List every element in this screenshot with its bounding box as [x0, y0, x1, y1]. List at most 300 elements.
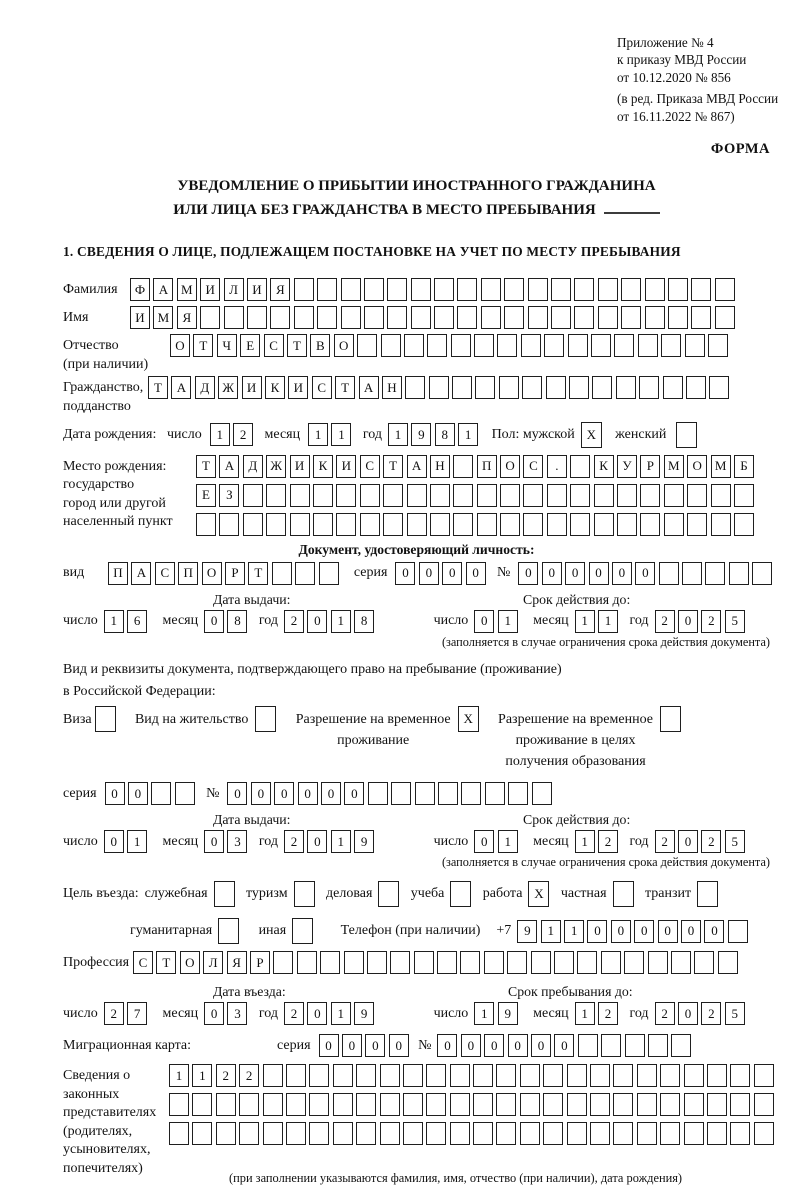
- char-cell[interactable]: [317, 278, 337, 301]
- char-cell[interactable]: [175, 782, 195, 805]
- identity-issue-day[interactable]: [104, 610, 151, 633]
- char-cell[interactable]: [360, 513, 380, 536]
- char-cell[interactable]: [414, 951, 434, 974]
- char-cell[interactable]: П: [178, 562, 198, 585]
- char-cell[interactable]: 1: [308, 423, 328, 446]
- char-cell[interactable]: 0: [634, 920, 654, 943]
- char-cell[interactable]: 0: [128, 782, 148, 805]
- char-cell[interactable]: 0: [365, 1034, 385, 1057]
- char-cell[interactable]: [378, 881, 399, 907]
- char-cell[interactable]: Ф: [130, 278, 150, 301]
- char-cell[interactable]: [664, 484, 684, 507]
- char-cell[interactable]: [430, 513, 450, 536]
- char-cell[interactable]: [216, 1122, 236, 1145]
- char-cell[interactable]: [255, 706, 276, 732]
- char-cell[interactable]: [671, 1034, 691, 1057]
- char-cell[interactable]: 0: [484, 1034, 504, 1057]
- char-cell[interactable]: [309, 1122, 329, 1145]
- residence-exp-month[interactable]: [575, 830, 622, 853]
- char-cell[interactable]: [450, 881, 471, 907]
- char-cell[interactable]: [426, 1064, 446, 1087]
- char-cell[interactable]: 1: [575, 830, 595, 853]
- char-cell[interactable]: [451, 334, 471, 357]
- char-cell[interactable]: 0: [681, 920, 701, 943]
- char-cell[interactable]: [497, 334, 517, 357]
- char-cell[interactable]: 0: [104, 830, 124, 853]
- char-cell[interactable]: П: [477, 455, 497, 478]
- char-cell[interactable]: [309, 1064, 329, 1087]
- char-cell[interactable]: X: [528, 881, 549, 907]
- char-cell[interactable]: 7: [127, 1002, 147, 1025]
- char-cell[interactable]: И: [200, 278, 220, 301]
- char-cell[interactable]: [659, 562, 679, 585]
- char-cell[interactable]: [567, 1093, 587, 1116]
- char-cell[interactable]: Е: [240, 334, 260, 357]
- char-cell[interactable]: [613, 1064, 633, 1087]
- char-cell[interactable]: [543, 1122, 563, 1145]
- char-cell[interactable]: [709, 376, 729, 399]
- char-cell[interactable]: [711, 513, 731, 536]
- char-cell[interactable]: Р: [250, 951, 270, 974]
- char-cell[interactable]: [313, 484, 333, 507]
- char-cell[interactable]: [547, 513, 567, 536]
- residence-issue-month[interactable]: [204, 830, 251, 853]
- char-cell[interactable]: М: [177, 278, 197, 301]
- char-cell[interactable]: С: [523, 455, 543, 478]
- char-cell[interactable]: Ж: [218, 376, 238, 399]
- char-cell[interactable]: 1: [498, 610, 518, 633]
- char-cell[interactable]: [294, 881, 315, 907]
- char-cell[interactable]: 0: [542, 562, 562, 585]
- char-cell[interactable]: Я: [227, 951, 247, 974]
- char-cell[interactable]: О: [170, 334, 190, 357]
- char-cell[interactable]: [426, 1093, 446, 1116]
- char-cell[interactable]: [718, 951, 738, 974]
- char-cell[interactable]: [239, 1093, 259, 1116]
- char-cell[interactable]: [477, 484, 497, 507]
- char-cell[interactable]: [569, 376, 589, 399]
- doc-kind-input[interactable]: [108, 562, 342, 585]
- char-cell[interactable]: [292, 918, 313, 944]
- stay-month[interactable]: [575, 1002, 622, 1025]
- char-cell[interactable]: [711, 484, 731, 507]
- char-cell[interactable]: Б: [734, 455, 754, 478]
- char-cell[interactable]: [648, 951, 668, 974]
- char-cell[interactable]: [200, 306, 220, 329]
- char-cell[interactable]: [591, 334, 611, 357]
- char-cell[interactable]: [474, 334, 494, 357]
- char-cell[interactable]: 0: [298, 782, 318, 805]
- char-cell[interactable]: 1: [498, 830, 518, 853]
- char-cell[interactable]: В: [310, 334, 330, 357]
- char-cell[interactable]: [383, 513, 403, 536]
- doc-number-input[interactable]: [518, 562, 775, 585]
- char-cell[interactable]: [661, 334, 681, 357]
- char-cell[interactable]: 1: [541, 920, 561, 943]
- char-cell[interactable]: [387, 306, 407, 329]
- char-cell[interactable]: [715, 306, 735, 329]
- char-cell[interactable]: [570, 484, 590, 507]
- char-cell[interactable]: [333, 1064, 353, 1087]
- char-cell[interactable]: [645, 278, 665, 301]
- char-cell[interactable]: [617, 513, 637, 536]
- char-cell[interactable]: 1: [564, 920, 584, 943]
- char-cell[interactable]: 0: [474, 830, 494, 853]
- char-cell[interactable]: 0: [565, 562, 585, 585]
- residence-permit-checkbox[interactable]: [255, 706, 279, 732]
- char-cell[interactable]: [754, 1093, 774, 1116]
- char-cell[interactable]: [219, 513, 239, 536]
- char-cell[interactable]: [333, 1122, 353, 1145]
- char-cell[interactable]: [485, 782, 505, 805]
- char-cell[interactable]: [570, 455, 590, 478]
- char-cell[interactable]: [637, 1093, 657, 1116]
- char-cell[interactable]: [521, 334, 541, 357]
- residence-exp-day[interactable]: [474, 830, 521, 853]
- char-cell[interactable]: Д: [243, 455, 263, 478]
- char-cell[interactable]: 8: [354, 610, 374, 633]
- char-cell[interactable]: 0: [204, 610, 224, 633]
- char-cell[interactable]: С: [360, 455, 380, 478]
- char-cell[interactable]: [239, 1122, 259, 1145]
- char-cell[interactable]: 9: [411, 423, 431, 446]
- char-cell[interactable]: [687, 513, 707, 536]
- char-cell[interactable]: [594, 513, 614, 536]
- char-cell[interactable]: Т: [196, 455, 216, 478]
- char-cell[interactable]: 0: [419, 562, 439, 585]
- char-cell[interactable]: [496, 1122, 516, 1145]
- char-cell[interactable]: 1: [575, 610, 595, 633]
- char-cell[interactable]: [574, 306, 594, 329]
- char-cell[interactable]: [543, 1093, 563, 1116]
- char-cell[interactable]: 5: [725, 1002, 745, 1025]
- char-cell[interactable]: 0: [678, 830, 698, 853]
- char-cell[interactable]: [450, 1122, 470, 1145]
- char-cell[interactable]: [437, 951, 457, 974]
- entry-month[interactable]: [204, 1002, 251, 1025]
- char-cell[interactable]: 9: [498, 1002, 518, 1025]
- char-cell[interactable]: 1: [331, 610, 351, 633]
- residence-number-input[interactable]: [227, 782, 554, 805]
- char-cell[interactable]: 8: [435, 423, 455, 446]
- char-cell[interactable]: [520, 1064, 540, 1087]
- char-cell[interactable]: Л: [224, 278, 244, 301]
- char-cell[interactable]: [730, 1064, 750, 1087]
- char-cell[interactable]: [707, 1122, 727, 1145]
- char-cell[interactable]: [504, 278, 524, 301]
- char-cell[interactable]: [592, 376, 612, 399]
- doc-series-input[interactable]: [395, 562, 489, 585]
- surname-input[interactable]: [130, 278, 738, 301]
- char-cell[interactable]: [637, 1064, 657, 1087]
- edu-permit-checkbox[interactable]: [660, 706, 684, 732]
- temp-permit-checkbox[interactable]: [458, 706, 482, 732]
- char-cell[interactable]: [715, 278, 735, 301]
- char-cell[interactable]: Н: [430, 455, 450, 478]
- char-cell[interactable]: О: [180, 951, 200, 974]
- char-cell[interactable]: З: [219, 484, 239, 507]
- char-cell[interactable]: [590, 1064, 610, 1087]
- purpose-tourism-checkbox[interactable]: [294, 881, 318, 907]
- char-cell[interactable]: [613, 1122, 633, 1145]
- char-cell[interactable]: [691, 306, 711, 329]
- char-cell[interactable]: К: [313, 455, 333, 478]
- char-cell[interactable]: [473, 1064, 493, 1087]
- char-cell[interactable]: [453, 513, 473, 536]
- char-cell[interactable]: [356, 1093, 376, 1116]
- char-cell[interactable]: [676, 422, 697, 448]
- char-cell[interactable]: [500, 484, 520, 507]
- char-cell[interactable]: 8: [227, 610, 247, 633]
- identity-exp-day[interactable]: [474, 610, 521, 633]
- char-cell[interactable]: [614, 334, 634, 357]
- char-cell[interactable]: [356, 1064, 376, 1087]
- char-cell[interactable]: 1: [474, 1002, 494, 1025]
- char-cell[interactable]: С: [312, 376, 332, 399]
- char-cell[interactable]: 1: [388, 423, 408, 446]
- char-cell[interactable]: Е: [196, 484, 216, 507]
- char-cell[interactable]: 0: [204, 1002, 224, 1025]
- sex-male-checkbox[interactable]: [581, 422, 605, 448]
- char-cell[interactable]: [522, 376, 542, 399]
- given-name-input[interactable]: [130, 306, 738, 329]
- char-cell[interactable]: [214, 881, 235, 907]
- char-cell[interactable]: [294, 278, 314, 301]
- char-cell[interactable]: 0: [587, 920, 607, 943]
- char-cell[interactable]: [554, 951, 574, 974]
- char-cell[interactable]: [590, 1122, 610, 1145]
- char-cell[interactable]: [333, 1093, 353, 1116]
- char-cell[interactable]: 2: [655, 1002, 675, 1025]
- char-cell[interactable]: 0: [204, 830, 224, 853]
- char-cell[interactable]: 0: [518, 562, 538, 585]
- char-cell[interactable]: [598, 278, 618, 301]
- char-cell[interactable]: К: [265, 376, 285, 399]
- char-cell[interactable]: [403, 1122, 423, 1145]
- char-cell[interactable]: 1: [192, 1064, 212, 1087]
- char-cell[interactable]: [754, 1122, 774, 1145]
- char-cell[interactable]: И: [288, 376, 308, 399]
- char-cell[interactable]: 0: [342, 1034, 362, 1057]
- char-cell[interactable]: [270, 306, 290, 329]
- char-cell[interactable]: [273, 951, 293, 974]
- char-cell[interactable]: 0: [105, 782, 125, 805]
- char-cell[interactable]: 9: [354, 830, 374, 853]
- char-cell[interactable]: [473, 1093, 493, 1116]
- char-cell[interactable]: [341, 306, 361, 329]
- char-cell[interactable]: 0: [531, 1034, 551, 1057]
- char-cell[interactable]: 3: [227, 1002, 247, 1025]
- char-cell[interactable]: [707, 1093, 727, 1116]
- char-cell[interactable]: 0: [466, 562, 486, 585]
- char-cell[interactable]: [192, 1122, 212, 1145]
- char-cell[interactable]: 2: [284, 1002, 304, 1025]
- char-cell[interactable]: [685, 334, 705, 357]
- char-cell[interactable]: [547, 484, 567, 507]
- char-cell[interactable]: [360, 484, 380, 507]
- char-cell[interactable]: Р: [640, 455, 660, 478]
- char-cell[interactable]: [481, 306, 501, 329]
- char-cell[interactable]: И: [247, 278, 267, 301]
- char-cell[interactable]: [730, 1122, 750, 1145]
- char-cell[interactable]: [290, 513, 310, 536]
- char-cell[interactable]: [684, 1122, 704, 1145]
- char-cell[interactable]: [434, 306, 454, 329]
- char-cell[interactable]: 0: [395, 562, 415, 585]
- char-cell[interactable]: [617, 484, 637, 507]
- char-cell[interactable]: [450, 1093, 470, 1116]
- char-cell[interactable]: .: [547, 455, 567, 478]
- char-cell[interactable]: [728, 920, 748, 943]
- char-cell[interactable]: 0: [307, 610, 327, 633]
- char-cell[interactable]: [426, 1122, 446, 1145]
- char-cell[interactable]: [496, 1064, 516, 1087]
- char-cell[interactable]: [294, 306, 314, 329]
- char-cell[interactable]: 0: [344, 782, 364, 805]
- purpose-business-checkbox[interactable]: [378, 881, 402, 907]
- char-cell[interactable]: [364, 306, 384, 329]
- char-cell[interactable]: А: [153, 278, 173, 301]
- birth-month-input[interactable]: [308, 423, 355, 446]
- char-cell[interactable]: 0: [437, 1034, 457, 1057]
- char-cell[interactable]: [499, 376, 519, 399]
- birth-year-input[interactable]: [388, 423, 482, 446]
- char-cell[interactable]: [336, 513, 356, 536]
- char-cell[interactable]: [660, 1122, 680, 1145]
- char-cell[interactable]: 2: [284, 610, 304, 633]
- char-cell[interactable]: 1: [104, 610, 124, 633]
- char-cell[interactable]: О: [202, 562, 222, 585]
- stay-year[interactable]: [655, 1002, 749, 1025]
- char-cell[interactable]: [367, 951, 387, 974]
- char-cell[interactable]: [481, 278, 501, 301]
- residence-issue-day[interactable]: [104, 830, 151, 853]
- char-cell[interactable]: [484, 951, 504, 974]
- char-cell[interactable]: 1: [575, 1002, 595, 1025]
- char-cell[interactable]: [546, 376, 566, 399]
- representatives-input-row2[interactable]: [169, 1093, 777, 1116]
- char-cell[interactable]: [286, 1064, 306, 1087]
- identity-exp-year[interactable]: [655, 610, 749, 633]
- char-cell[interactable]: [460, 951, 480, 974]
- entry-year[interactable]: [284, 1002, 378, 1025]
- char-cell[interactable]: 2: [598, 830, 618, 853]
- char-cell[interactable]: [290, 484, 310, 507]
- identity-issue-month[interactable]: [204, 610, 251, 633]
- char-cell[interactable]: [668, 306, 688, 329]
- char-cell[interactable]: Т: [335, 376, 355, 399]
- char-cell[interactable]: [648, 1034, 668, 1057]
- char-cell[interactable]: О: [500, 455, 520, 478]
- char-cell[interactable]: О: [687, 455, 707, 478]
- char-cell[interactable]: [411, 278, 431, 301]
- char-cell[interactable]: [263, 1122, 283, 1145]
- char-cell[interactable]: Т: [193, 334, 213, 357]
- char-cell[interactable]: [752, 562, 772, 585]
- char-cell[interactable]: [473, 1122, 493, 1145]
- char-cell[interactable]: Т: [248, 562, 268, 585]
- char-cell[interactable]: [247, 306, 267, 329]
- char-cell[interactable]: [438, 782, 458, 805]
- char-cell[interactable]: И: [242, 376, 262, 399]
- char-cell[interactable]: 1: [331, 1002, 351, 1025]
- char-cell[interactable]: [151, 782, 171, 805]
- char-cell[interactable]: [387, 278, 407, 301]
- char-cell[interactable]: X: [581, 422, 602, 448]
- char-cell[interactable]: [457, 306, 477, 329]
- char-cell[interactable]: 0: [554, 1034, 574, 1057]
- char-cell[interactable]: [317, 306, 337, 329]
- char-cell[interactable]: О: [334, 334, 354, 357]
- char-cell[interactable]: [404, 334, 424, 357]
- residence-series-input[interactable]: [105, 782, 199, 805]
- purpose-official-checkbox[interactable]: [214, 881, 238, 907]
- char-cell[interactable]: [754, 1064, 774, 1087]
- char-cell[interactable]: Т: [156, 951, 176, 974]
- migration-series-input[interactable]: [319, 1034, 413, 1057]
- char-cell[interactable]: 2: [104, 1002, 124, 1025]
- char-cell[interactable]: [639, 376, 659, 399]
- char-cell[interactable]: [682, 562, 702, 585]
- char-cell[interactable]: С: [155, 562, 175, 585]
- char-cell[interactable]: Ж: [266, 455, 286, 478]
- char-cell[interactable]: [734, 513, 754, 536]
- purpose-study-checkbox[interactable]: [450, 881, 474, 907]
- char-cell[interactable]: А: [219, 455, 239, 478]
- char-cell[interactable]: [263, 1064, 283, 1087]
- char-cell[interactable]: [453, 484, 473, 507]
- char-cell[interactable]: 0: [319, 1034, 339, 1057]
- sex-female-checkbox[interactable]: [676, 422, 700, 448]
- char-cell[interactable]: 1: [598, 610, 618, 633]
- char-cell[interactable]: [523, 484, 543, 507]
- char-cell[interactable]: [216, 1093, 236, 1116]
- char-cell[interactable]: [551, 278, 571, 301]
- char-cell[interactable]: 0: [461, 1034, 481, 1057]
- char-cell[interactable]: 6: [127, 610, 147, 633]
- char-cell[interactable]: [508, 782, 528, 805]
- char-cell[interactable]: [263, 1093, 283, 1116]
- char-cell[interactable]: Я: [177, 306, 197, 329]
- char-cell[interactable]: [686, 376, 706, 399]
- char-cell[interactable]: 1: [169, 1064, 189, 1087]
- char-cell[interactable]: [640, 484, 660, 507]
- char-cell[interactable]: [523, 513, 543, 536]
- char-cell[interactable]: 1: [458, 423, 478, 446]
- purpose-work-checkbox[interactable]: [528, 881, 552, 907]
- char-cell[interactable]: И: [336, 455, 356, 478]
- char-cell[interactable]: [590, 1093, 610, 1116]
- char-cell[interactable]: [601, 951, 621, 974]
- char-cell[interactable]: А: [359, 376, 379, 399]
- char-cell[interactable]: [224, 306, 244, 329]
- char-cell[interactable]: 0: [227, 782, 247, 805]
- char-cell[interactable]: [286, 1122, 306, 1145]
- char-cell[interactable]: [383, 484, 403, 507]
- char-cell[interactable]: [504, 306, 524, 329]
- char-cell[interactable]: [734, 484, 754, 507]
- char-cell[interactable]: [218, 918, 239, 944]
- char-cell[interactable]: [356, 1122, 376, 1145]
- char-cell[interactable]: [507, 951, 527, 974]
- char-cell[interactable]: [551, 306, 571, 329]
- char-cell[interactable]: [520, 1122, 540, 1145]
- char-cell[interactable]: 1: [127, 830, 147, 853]
- char-cell[interactable]: [390, 951, 410, 974]
- char-cell[interactable]: [663, 376, 683, 399]
- char-cell[interactable]: [708, 334, 728, 357]
- char-cell[interactable]: 0: [442, 562, 462, 585]
